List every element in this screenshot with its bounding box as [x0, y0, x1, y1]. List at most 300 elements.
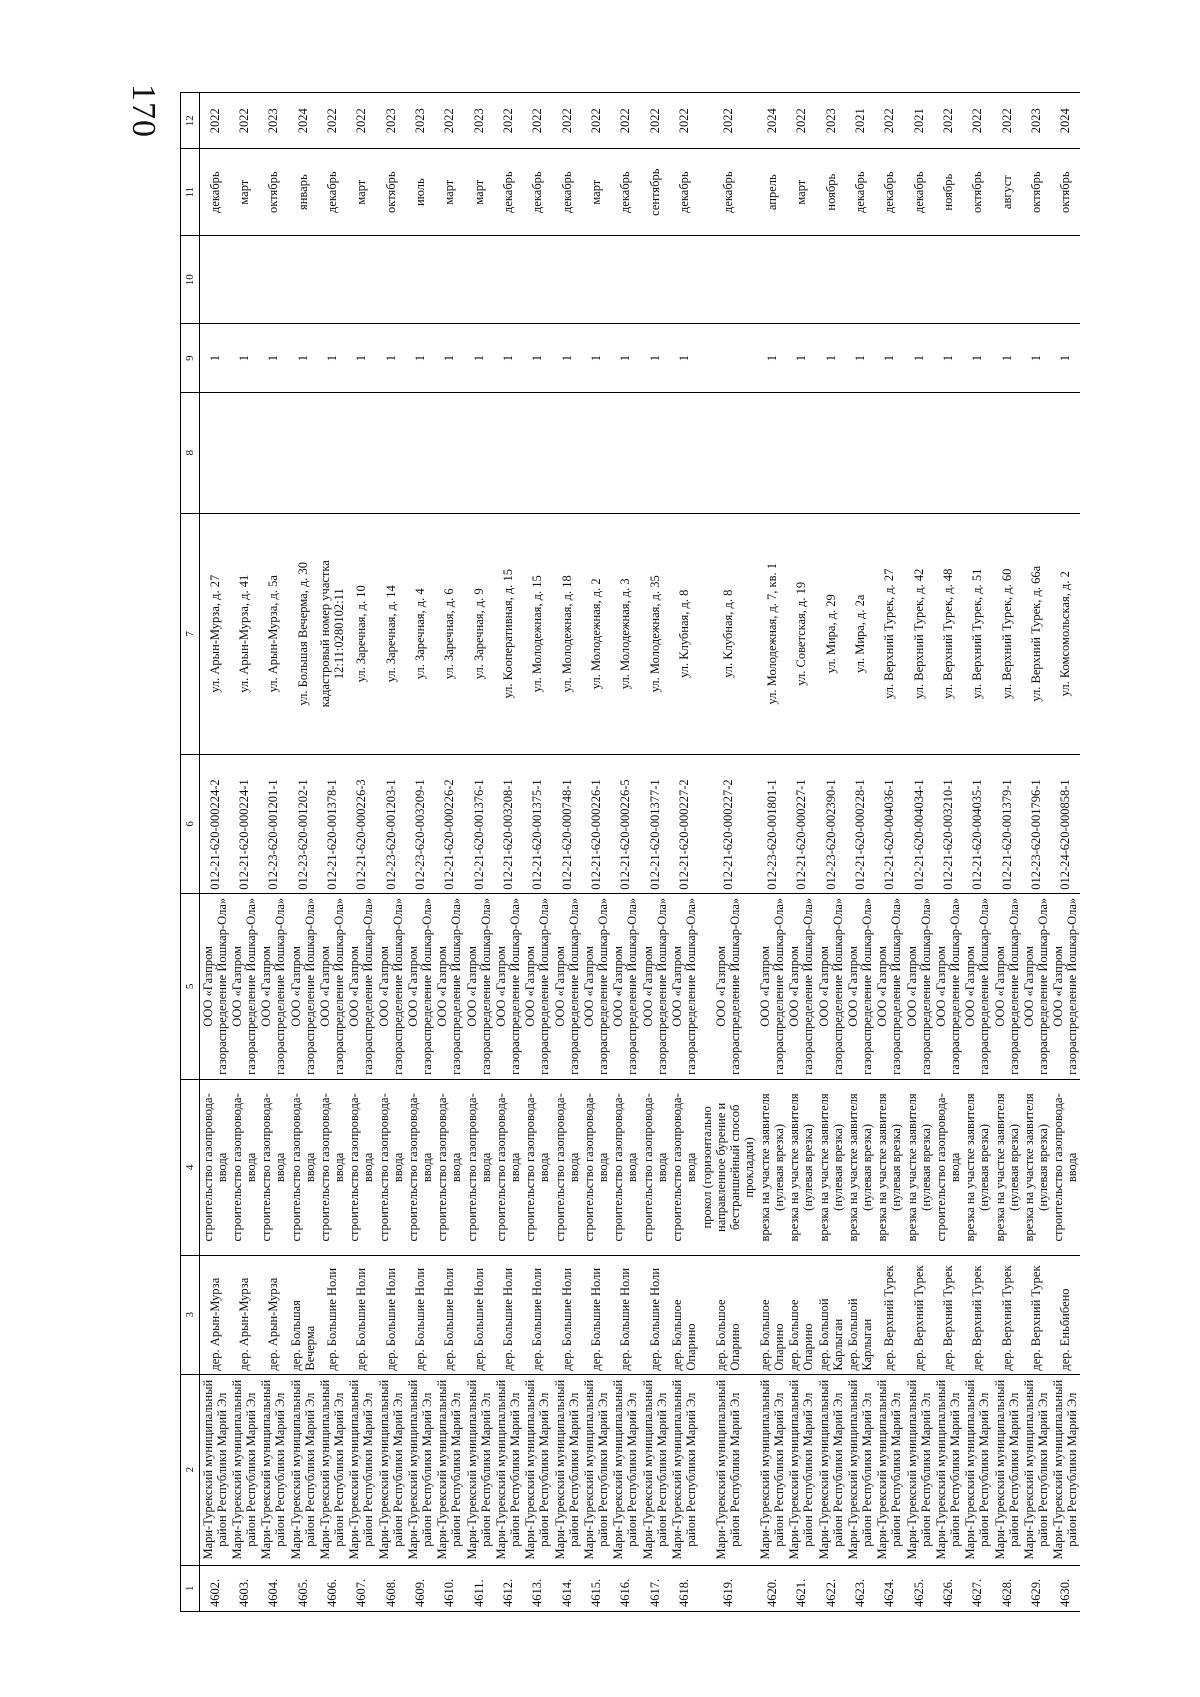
district-cell: Мари-Турекский муниципальный район Республики Марий Эл: [552, 1374, 581, 1565]
table-row: [963, 93, 992, 1612]
year-cell: 2022: [875, 93, 904, 149]
district-cell: Мари-Турекский муниципальный район Республики Марий Эл: [464, 1374, 493, 1565]
organization-cell: ООО «Газпром газораспределение Йошкар-Ола»: [875, 893, 904, 1079]
month-cell: март: [464, 149, 493, 236]
table-row: [581, 93, 610, 1612]
quantity-cell: 1: [611, 324, 640, 392]
month-cell: декабрь: [200, 149, 230, 236]
address-cell: ул. Молодежная, д. 35: [640, 513, 669, 754]
header-row: [181, 93, 200, 1612]
address-cell: ул. Большая Вечерма, д. 30: [288, 513, 317, 754]
month-cell: декабрь: [875, 149, 904, 236]
column-8-cell: [259, 392, 288, 513]
column-8-cell: [669, 392, 698, 513]
row-number: 4616.: [611, 1565, 640, 1611]
row-number: 4623.: [845, 1565, 874, 1611]
organization-cell: ООО «Газпром газораспределение Йошкар-Ола»: [904, 893, 933, 1079]
district-cell: Мари-Турекский муниципальный район Республики Марий Эл: [611, 1374, 640, 1565]
table-row: [435, 93, 464, 1612]
page-number: 170: [125, 84, 162, 138]
organization-cell: ООО «Газпром газораспределение Йошкар-Ола»: [552, 893, 581, 1079]
column-8-cell: [963, 392, 992, 513]
organization-cell: ООО «Газпром газораспределение Йошкар-Ола»: [435, 893, 464, 1079]
table-row: [259, 93, 288, 1612]
table-row: [288, 93, 317, 1612]
work-type-cell: врезка на участке заявителя (нулевая врезка): [875, 1079, 904, 1255]
organization-cell: ООО «Газпром газораспределение Йошкар-Ола»: [229, 893, 258, 1079]
column-8-cell: [435, 392, 464, 513]
address-cell: ул. Заречная, д. 9: [464, 513, 493, 754]
column-10-cell: [581, 235, 610, 324]
work-type-cell: строительство газопровода-ввода: [376, 1079, 405, 1255]
quantity-cell: 1: [933, 324, 962, 392]
year-cell: 2023: [1021, 93, 1050, 149]
month-cell: январь: [288, 149, 317, 236]
year-cell: 2022: [963, 93, 992, 149]
column-10-cell: [376, 235, 405, 324]
work-type-cell: врезка на участке заявителя (нулевая врезка): [787, 1079, 816, 1255]
column-10-cell: [493, 235, 522, 324]
organization-cell: ООО «Газпром газораспределение Йошкар-Ола»: [816, 893, 845, 1079]
table-row: [347, 93, 376, 1612]
year-cell: 2023: [464, 93, 493, 149]
column-10-cell: [259, 235, 288, 324]
column-header-2: 2: [181, 1374, 200, 1565]
month-cell: март: [229, 149, 258, 236]
address-cell: ул. Молодежная, д. 18: [552, 513, 581, 754]
column-header-11: 11: [181, 149, 200, 236]
application-code-cell: 012-21-620-003210-1: [933, 754, 962, 893]
settlement-cell: дер. Большие Ноли: [611, 1255, 640, 1374]
settlement-cell: дер. Большие Ноли: [523, 1255, 552, 1374]
row-number: 4626.: [933, 1565, 962, 1611]
column-8-cell: [787, 392, 816, 513]
month-cell: декабрь: [845, 149, 874, 236]
settlement-cell: дер. Большой Карлыган: [816, 1255, 845, 1374]
column-header-7: 7: [181, 513, 200, 754]
settlement-cell: дер. Большое Опарино: [669, 1255, 698, 1374]
row-number: 4607.: [347, 1565, 376, 1611]
row-number: 4627.: [963, 1565, 992, 1611]
column-10-cell: [1051, 235, 1080, 324]
column-10-cell: [200, 235, 230, 324]
column-10-cell: [229, 235, 258, 324]
quantity-cell: 1: [787, 324, 816, 392]
address-cell: кадастровый номер участка 12:11:0280102:11: [317, 513, 346, 754]
application-code-cell: 012-21-620-000228-1: [845, 754, 874, 893]
column-8-cell: [229, 392, 258, 513]
column-8-cell: [757, 392, 786, 513]
settlement-cell: дер. Большие Ноли: [581, 1255, 610, 1374]
column-8-cell: [523, 392, 552, 513]
row-number: 4617.: [640, 1565, 669, 1611]
year-cell: 2024: [757, 93, 786, 149]
column-10-cell: [552, 235, 581, 324]
work-type-cell: строительство газопровода-ввода: [259, 1079, 288, 1255]
organization-cell: ООО «Газпром газораспределение Йошкар-Ола»: [640, 893, 669, 1079]
district-cell: Мари-Турекский муниципальный район Республики Марий Эл: [229, 1374, 258, 1565]
organization-cell: ООО «Газпром газораспределение Йошкар-Ола»: [1021, 893, 1050, 1079]
application-code-cell: 012-23-620-001203-1: [376, 754, 405, 893]
district-cell: Мари-Турекский муниципальный район Республики Марий Эл: [405, 1374, 434, 1565]
organization-cell: ООО «Газпром газораспределение Йошкар-Ола»: [317, 893, 346, 1079]
month-cell: март: [581, 149, 610, 236]
quantity-cell: 1: [845, 324, 874, 392]
organization-cell: ООО «Газпром газораспределение Йошкар-Ола»: [699, 893, 758, 1079]
address-cell: ул. Арын-Мурза, д. 5а: [259, 513, 288, 754]
settlement-cell: дер. Большой Карлыган: [845, 1255, 874, 1374]
column-10-cell: [611, 235, 640, 324]
row-number: 4618.: [669, 1565, 698, 1611]
row-number: 4611.: [464, 1565, 493, 1611]
district-cell: Мари-Турекский муниципальный район Республики Марий Эл: [435, 1374, 464, 1565]
application-code-cell: 012-23-620-002390-1: [816, 754, 845, 893]
work-type-cell: строительство газопровода-ввода: [435, 1079, 464, 1255]
address-cell: ул. Клубная, д. 8: [669, 513, 698, 754]
column-10-cell: [347, 235, 376, 324]
row-number: 4620.: [757, 1565, 786, 1611]
year-cell: 2022: [581, 93, 610, 149]
work-type-cell: строительство газопровода-ввода: [200, 1079, 230, 1255]
month-cell: декабрь: [699, 149, 758, 236]
district-cell: Мари-Турекский муниципальный район Республики Марий Эл: [640, 1374, 669, 1565]
table-row: [787, 93, 816, 1612]
year-cell: 2021: [904, 93, 933, 149]
organization-cell: ООО «Газпром газораспределение Йошкар-Ола»: [259, 893, 288, 1079]
address-cell: ул. Верхний Турек, д. 48: [933, 513, 962, 754]
work-type-cell: строительство газопровода-ввода: [581, 1079, 610, 1255]
work-type-cell: врезка на участке заявителя (нулевая врезка): [816, 1079, 845, 1255]
row-number: 4629.: [1021, 1565, 1050, 1611]
application-code-cell: 012-21-620-003208-1: [493, 754, 522, 893]
district-cell: Мари-Турекский муниципальный район Республики Марий Эл: [523, 1374, 552, 1565]
district-cell: Мари-Турекский муниципальный район Республики Марий Эл: [963, 1374, 992, 1565]
work-type-cell: строительство газопровода-ввода: [288, 1079, 317, 1255]
column-10-cell: [405, 235, 434, 324]
work-type-cell: строительство газопровода-ввода: [552, 1079, 581, 1255]
year-cell: 2021: [845, 93, 874, 149]
address-cell: ул. Кооперативная, д. 15: [493, 513, 522, 754]
organization-cell: ООО «Газпром газораспределение Йошкар-Ола»: [669, 893, 698, 1079]
organization-cell: ООО «Газпром газораспределение Йошкар-Ола»: [992, 893, 1021, 1079]
address-cell: ул. Мира, д. 29: [816, 513, 845, 754]
address-cell: ул. Верхний Турек, д. 42: [904, 513, 933, 754]
column-8-cell: [288, 392, 317, 513]
quantity-cell: 1: [376, 324, 405, 392]
quantity-cell: 1: [317, 324, 346, 392]
work-type-cell: врезка на участке заявителя (нулевая врезка): [963, 1079, 992, 1255]
application-code-cell: 012-24-620-000858-1: [1051, 754, 1080, 893]
column-8-cell: [904, 392, 933, 513]
address-cell: ул. Советская, д. 19: [787, 513, 816, 754]
work-type-cell: строительство газопровода-ввода: [669, 1079, 698, 1255]
work-type-cell: строительство газопровода-ввода: [347, 1079, 376, 1255]
work-type-cell: строительство газопровода-ввода: [464, 1079, 493, 1255]
column-8-cell: [552, 392, 581, 513]
address-cell: ул. Заречная, д. 10: [347, 513, 376, 754]
application-code-cell: 012-23-620-001201-1: [259, 754, 288, 893]
organization-cell: ООО «Газпром газораспределение Йошкар-Ола»: [464, 893, 493, 1079]
district-cell: Мари-Турекский муниципальный район Республики Марий Эл: [875, 1374, 904, 1565]
organization-cell: ООО «Газпром газораспределение Йошкар-Ола»: [787, 893, 816, 1079]
application-code-cell: 012-21-620-000226-3: [347, 754, 376, 893]
row-number: 4619.: [699, 1565, 758, 1611]
quantity-cell: 1: [493, 324, 522, 392]
work-type-cell: строительство газопровода-ввода: [611, 1079, 640, 1255]
quantity-cell: 1: [992, 324, 1021, 392]
column-10-cell: [875, 235, 904, 324]
column-8-cell: [405, 392, 434, 513]
month-cell: декабрь: [904, 149, 933, 236]
organization-cell: ООО «Газпром газораспределение Йошкар-Ола»: [405, 893, 434, 1079]
quantity-cell: 1: [405, 324, 434, 392]
settlement-cell: дер. Арын-Мурза: [229, 1255, 258, 1374]
settlement-cell: дер. Верхний Турек: [1021, 1255, 1050, 1374]
year-cell: 2022: [435, 93, 464, 149]
table-row: [845, 93, 874, 1612]
settlement-cell: дер. Большое Опарино: [699, 1255, 758, 1374]
month-cell: октябрь: [1021, 149, 1050, 236]
work-type-cell: строительство газопровода-ввода: [523, 1079, 552, 1255]
year-cell: 2022: [640, 93, 669, 149]
column-8-cell: [200, 392, 230, 513]
settlement-cell: дер. Верхний Турек: [875, 1255, 904, 1374]
table-row: [933, 93, 962, 1612]
organization-cell: ООО «Газпром газораспределение Йошкар-Ола»: [933, 893, 962, 1079]
district-cell: Мари-Турекский муниципальный район Республики Марий Эл: [1021, 1374, 1050, 1565]
column-header-4: 4: [181, 1079, 200, 1255]
table-row: [229, 93, 258, 1612]
column-header-1: 1: [181, 1565, 200, 1611]
column-10-cell: [669, 235, 698, 324]
work-type-cell: строительство газопровода-ввода: [405, 1079, 434, 1255]
settlement-cell: дер. Арын-Мурза: [200, 1255, 230, 1374]
column-8-cell: [1021, 392, 1050, 513]
district-cell: Мари-Турекский муниципальный район Республики Марий Эл: [1051, 1374, 1080, 1565]
application-code-cell: 012-21-620-001376-1: [464, 754, 493, 893]
quantity-cell: 1: [963, 324, 992, 392]
address-cell: ул. Верхний Турек, д. 27: [875, 513, 904, 754]
work-type-cell: врезка на участке заявителя (нулевая врезка): [845, 1079, 874, 1255]
year-cell: 2022: [493, 93, 522, 149]
column-8-cell: [611, 392, 640, 513]
district-cell: Мари-Турекский муниципальный район Республики Марий Эл: [259, 1374, 288, 1565]
organization-cell: ООО «Газпром газораспределение Йошкар-Ола»: [845, 893, 874, 1079]
column-8-cell: [992, 392, 1021, 513]
table-row: [317, 93, 346, 1612]
month-cell: октябрь: [259, 149, 288, 236]
organization-cell: ООО «Газпром газораспределение Йошкар-Ола»: [376, 893, 405, 1079]
work-type-cell: строительство газопровода-ввода: [229, 1079, 258, 1255]
column-header-6: 6: [181, 754, 200, 893]
column-10-cell: [992, 235, 1021, 324]
column-header-8: 8: [181, 392, 200, 513]
month-cell: октябрь: [1051, 149, 1080, 236]
column-10-cell: [933, 235, 962, 324]
address-cell: ул. Верхний Турек, д. 60: [992, 513, 1021, 754]
address-cell: ул. Верхний Турек, д. 66а: [1021, 513, 1050, 754]
address-cell: ул. Арын-Мурза, д. 27: [200, 513, 230, 754]
month-cell: декабрь: [611, 149, 640, 236]
address-cell: ул. Молодежная, д. 2: [581, 513, 610, 754]
quantity-cell: 1: [552, 324, 581, 392]
month-cell: август: [992, 149, 1021, 236]
organization-cell: ООО «Газпром газораспределение Йошкар-Ола»: [611, 893, 640, 1079]
quantity-cell: 1: [669, 324, 698, 392]
application-code-cell: 012-23-620-003209-1: [405, 754, 434, 893]
column-8-cell: [1051, 392, 1080, 513]
year-cell: 2024: [1051, 93, 1080, 149]
settlement-cell: дер. Еньбибено: [1051, 1255, 1080, 1374]
address-cell: ул. Молодежная, д. 3: [611, 513, 640, 754]
organization-cell: ООО «Газпром газораспределение Йошкар-Ола»: [581, 893, 610, 1079]
application-code-cell: 012-21-620-000224-1: [229, 754, 258, 893]
district-cell: Мари-Турекский муниципальный район Республики Марий Эл: [933, 1374, 962, 1565]
table-row: [523, 93, 552, 1612]
quantity-cell: 1: [259, 324, 288, 392]
quantity-cell: 1: [875, 324, 904, 392]
year-cell: 2022: [347, 93, 376, 149]
month-cell: ноябрь: [816, 149, 845, 236]
year-cell: 2022: [200, 93, 230, 149]
work-type-cell: строительство газопровода-ввода: [640, 1079, 669, 1255]
row-number: 4625.: [904, 1565, 933, 1611]
settlement-cell: дер. Верхний Турек: [904, 1255, 933, 1374]
table-row: [200, 93, 230, 1612]
work-type-cell: врезка на участке заявителя (нулевая врезка): [757, 1079, 786, 1255]
column-8-cell: [640, 392, 669, 513]
district-cell: Мари-Турекский муниципальный район Республики Марий Эл: [347, 1374, 376, 1565]
year-cell: 2023: [405, 93, 434, 149]
column-10-cell: [640, 235, 669, 324]
address-cell: ул. Верхний Турек, д. 51: [963, 513, 992, 754]
district-cell: Мари-Турекский муниципальный район Республики Марий Эл: [493, 1374, 522, 1565]
address-cell: ул. Заречная, д. 14: [376, 513, 405, 754]
application-code-cell: 012-21-620-001377-1: [640, 754, 669, 893]
quantity-cell: 1: [581, 324, 610, 392]
table-row: [992, 93, 1021, 1612]
month-cell: декабрь: [493, 149, 522, 236]
application-code-cell: 012-21-620-001375-1: [523, 754, 552, 893]
row-number: 4628.: [992, 1565, 1021, 1611]
quantity-cell: 1: [904, 324, 933, 392]
settlement-cell: дер. Большие Ноли: [464, 1255, 493, 1374]
table-row: [464, 93, 493, 1612]
district-cell: Мари-Турекский муниципальный район Республики Марий Эл: [376, 1374, 405, 1565]
quantity-cell: 1: [816, 324, 845, 392]
work-type-cell: врезка на участке заявителя (нулевая врезка): [992, 1079, 1021, 1255]
settlement-cell: дер. Большие Ноли: [552, 1255, 581, 1374]
column-8-cell: [816, 392, 845, 513]
address-cell: ул. Клубная, д. 8: [699, 513, 758, 754]
row-number: 4630.: [1051, 1565, 1080, 1611]
year-cell: 2022: [992, 93, 1021, 149]
month-cell: март: [435, 149, 464, 236]
district-cell: Мари-Турекский муниципальный район Республики Марий Эл: [992, 1374, 1021, 1565]
application-code-cell: 012-21-620-004034-1: [904, 754, 933, 893]
column-header-12: 12: [181, 93, 200, 149]
quantity-cell: 1: [464, 324, 493, 392]
district-cell: Мари-Турекский муниципальный район Республики Марий Эл: [699, 1374, 758, 1565]
organization-cell: ООО «Газпром газораспределение Йошкар-Ола»: [200, 893, 230, 1079]
table-row: [1051, 93, 1080, 1612]
address-cell: ул. Заречная, д. 6: [435, 513, 464, 754]
month-cell: октябрь: [963, 149, 992, 236]
quantity-cell: 1: [757, 324, 786, 392]
row-number: 4614.: [552, 1565, 581, 1611]
district-cell: Мари-Турекский муниципальный район Республики Марий Эл: [581, 1374, 610, 1565]
address-cell: ул. Мира, д. 2а: [845, 513, 874, 754]
settlement-cell: дер. Верхний Турек: [933, 1255, 962, 1374]
column-8-cell: [317, 392, 346, 513]
district-cell: Мари-Турекский муниципальный район Республики Марий Эл: [669, 1374, 698, 1565]
settlement-cell: дер. Большие Ноли: [376, 1255, 405, 1374]
year-cell: 2023: [816, 93, 845, 149]
column-10-cell: [317, 235, 346, 324]
gas-connection-table: [180, 92, 1080, 1612]
month-cell: декабрь: [552, 149, 581, 236]
column-10-cell: [904, 235, 933, 324]
settlement-cell: дер. Большие Ноли: [347, 1255, 376, 1374]
settlement-cell: дер. Верхний Турек: [963, 1255, 992, 1374]
month-cell: декабрь: [317, 149, 346, 236]
row-number: 4605.: [288, 1565, 317, 1611]
year-cell: 2022: [552, 93, 581, 149]
district-cell: Мари-Турекский муниципальный район Республики Марий Эл: [317, 1374, 346, 1565]
address-cell: ул. Комсомольская, д. 2: [1051, 513, 1080, 754]
table-row: [669, 93, 698, 1612]
work-type-cell: прокол (горизонтально направленное бурение и бестраншейный способ прокладки): [699, 1079, 758, 1255]
table-row: [376, 93, 405, 1612]
organization-cell: ООО «Газпром газораспределение Йошкар-Ола»: [963, 893, 992, 1079]
column-8-cell: [699, 392, 758, 513]
month-cell: апрель: [757, 149, 786, 236]
quantity-cell: 1: [229, 324, 258, 392]
year-cell: 2022: [787, 93, 816, 149]
application-code-cell: 012-21-620-000226-5: [611, 754, 640, 893]
table-row: [405, 93, 434, 1612]
organization-cell: ООО «Газпром газораспределение Йошкар-Ола»: [493, 893, 522, 1079]
row-number: 4606.: [317, 1565, 346, 1611]
column-10-cell: [816, 235, 845, 324]
district-cell: Мари-Турекский муниципальный район Республики Марий Эл: [845, 1374, 874, 1565]
settlement-cell: дер. Верхний Турек: [992, 1255, 1021, 1374]
settlement-cell: дер. Большие Ноли: [435, 1255, 464, 1374]
quantity-cell: 1: [347, 324, 376, 392]
rotated-table-container: [180, 92, 1080, 1612]
column-10-cell: [1021, 235, 1050, 324]
column-header-5: 5: [181, 893, 200, 1079]
work-type-cell: строительство газопровода-ввода: [933, 1079, 962, 1255]
year-cell: 2024: [288, 93, 317, 149]
settlement-cell: дер. Большие Ноли: [493, 1255, 522, 1374]
month-cell: октябрь: [376, 149, 405, 236]
application-code-cell: 012-21-620-004036-1: [875, 754, 904, 893]
district-cell: Мари-Турекский муниципальный район Республики Марий Эл: [288, 1374, 317, 1565]
table-row: [757, 93, 786, 1612]
settlement-cell: дер. Большие Ноли: [405, 1255, 434, 1374]
work-type-cell: врезка на участке заявителя (нулевая врезка): [904, 1079, 933, 1255]
organization-cell: ООО «Газпром газораспределение Йошкар-Ола»: [757, 893, 786, 1079]
application-code-cell: 012-23-620-001202-1: [288, 754, 317, 893]
month-cell: март: [347, 149, 376, 236]
column-8-cell: [933, 392, 962, 513]
table-row: [1021, 93, 1050, 1612]
row-number: 4621.: [787, 1565, 816, 1611]
application-code-cell: 012-23-620-001796-1: [1021, 754, 1050, 893]
district-cell: Мари-Турекский муниципальный район Республики Марий Эл: [757, 1374, 786, 1565]
column-8-cell: [464, 392, 493, 513]
